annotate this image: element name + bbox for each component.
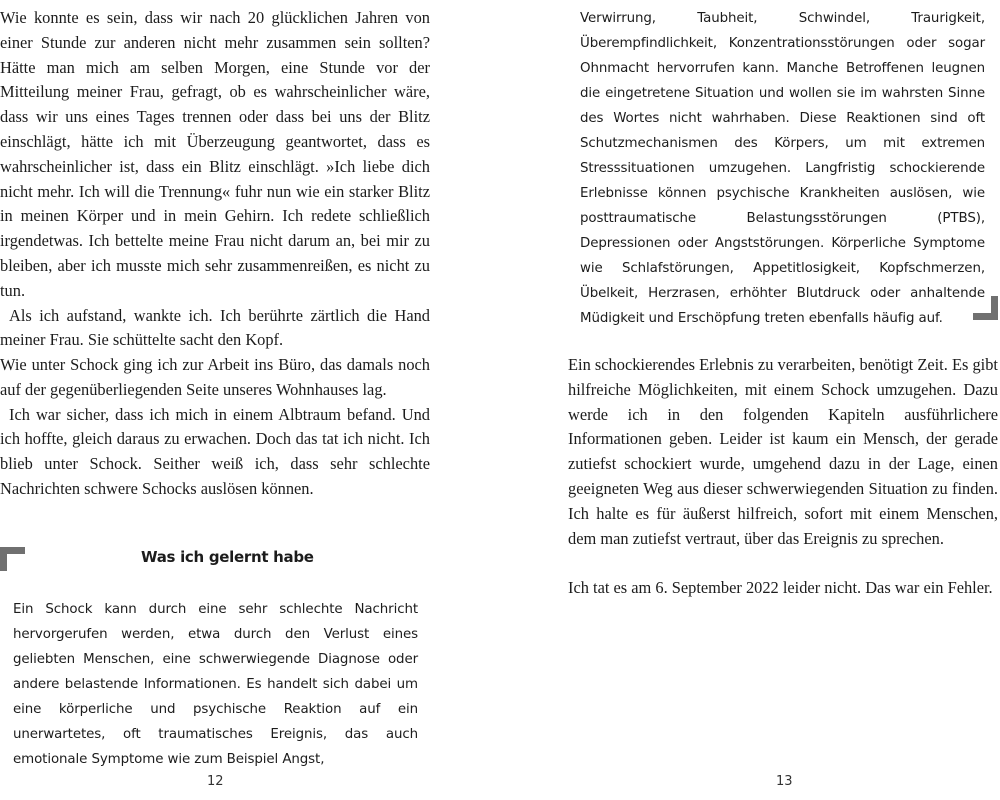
info-box-corner-bottom-right <box>973 296 998 320</box>
paragraph: Ich war sicher, dass ich mich in einem Albtraum befand. Und ich hoffte, gleich daraus zu erwachen. Doch das tat ich nicht. Ich blieb unter Schock. Seither weiß ich, dass sehr schlechte Nachrichten schwere Schocks auslösen können. <box>0 404 430 498</box>
paragraph: Ich tat es am 6. September 2022 leider nicht. Das war ein Fehler. <box>568 578 993 598</box>
left-text-section-2 <box>0 353 430 502</box>
info-box-text-left: Ein Schock kann durch eine sehr schlechte Nachricht hervorgerufen werden, etwa durch den Verlust eines geliebten Menschen, eine schwerwiegende Diagnose oder andere belastende Informationen. Es handelt sich dabei um eine körperliche und psychische Reaktion auf ein unerwartetes, oft traumatisches Ereignis, das auch emotionale Symptome wie zum Beispiel Angst, <box>13 602 418 767</box>
paragraph: Als ich aufstand, wankte ich. Ich berührte zärtlich die Hand meiner Frau. Sie schüttelte sacht den Kopf. <box>0 305 430 350</box>
paragraph: Ein schockierendes Erlebnis zu verarbeiten, benötigt Zeit. Es gibt hilfreiche Möglichkeiten, mit einem Schock umzugehen. Dazu werde ich in den folgenden Kapiteln ausführlichere Informationen geben. Leider ist kaum ein Mensch, der gerade zutiefst schockiert wurde, umgehend dazu in der Lage, einen geeigneten Weg aus dieser schwerwiegenden Situation zu finden. Ich halte es für äußerst hilfreich, sofort mit einem Menschen, dem man zutiefst vertraut, über das Ereignis zu sprechen. <box>568 355 998 548</box>
left-text-section-1 <box>0 6 430 353</box>
page-number-right: 13 <box>776 774 793 789</box>
info-box-corner-top-left <box>0 547 25 571</box>
right-page <box>500 0 1000 800</box>
right-text-section <box>568 353 998 601</box>
paragraph: Wie unter Schock ging ich zur Arbeit ins Büro, das damals noch auf der gegenüberliegenden Seite unseres Wohnhauses lag. <box>0 355 430 399</box>
page-number-left: 12 <box>207 774 224 789</box>
paragraph: Wie konnte es sein, dass wir nach 20 glücklichen Jahren von einer Stunde zur anderen nicht mehr zusammen sein sollten? Hätte man mich am selben Morgen, eine Stunde vor der Mitteilung meiner Frau, gefragt, ob es wahrscheinlicher wäre, dass wir uns eines Tages trennen oder dass bei uns der Blitz einschlägt, hätte ich mit Überzeugung geantwortet, dass es wahrscheinlicher ist, dass ein Blitz einschlägt. »Ich liebe dich nicht mehr. Ich will die Trennung« fuhr nun wie ein starker Blitz in meinen Körper und in mein Gehirn. Ich redete schließlich irgendetwas. Ich bettelte meine Frau nicht darum an, bei mir zu bleiben, aber ich musste mich sehr zusammenreißen, es nicht zu tun. <box>0 8 430 300</box>
info-box-text-right: Verwirrung, Taubheit, Schwindel, Traurigkeit, Überempfindlichkeit, Konzentrationsstörungen oder sogar Ohnmacht hervorrufen kann. Manche Betroffenen leugnen die eingetretene Situation und wollen sie im wahrsten Sinne des Wortes nicht wahrhaben. Diese Reaktionen sind oft Schutzmechanismen des Körpers, um mit extremen Stresssituationen umzugehen. Langfristig schockierende Erlebnisse können psychische Krankheiten auslösen, wie posttraumatische Belastungsstörungen (PTBS), Depressionen oder Angststörungen. Körperliche Symptome wie Schlafstörungen, Appetitlosigkeit, Kopfschmerzen, Übelkeit, Herzrasen, erhöhter Blutdruck oder anhaltende Müdigkeit und Erschöpfung treten ebenfalls häufig auf. <box>580 11 985 326</box>
info-box-heading: Was ich gelernt habe <box>141 548 314 566</box>
